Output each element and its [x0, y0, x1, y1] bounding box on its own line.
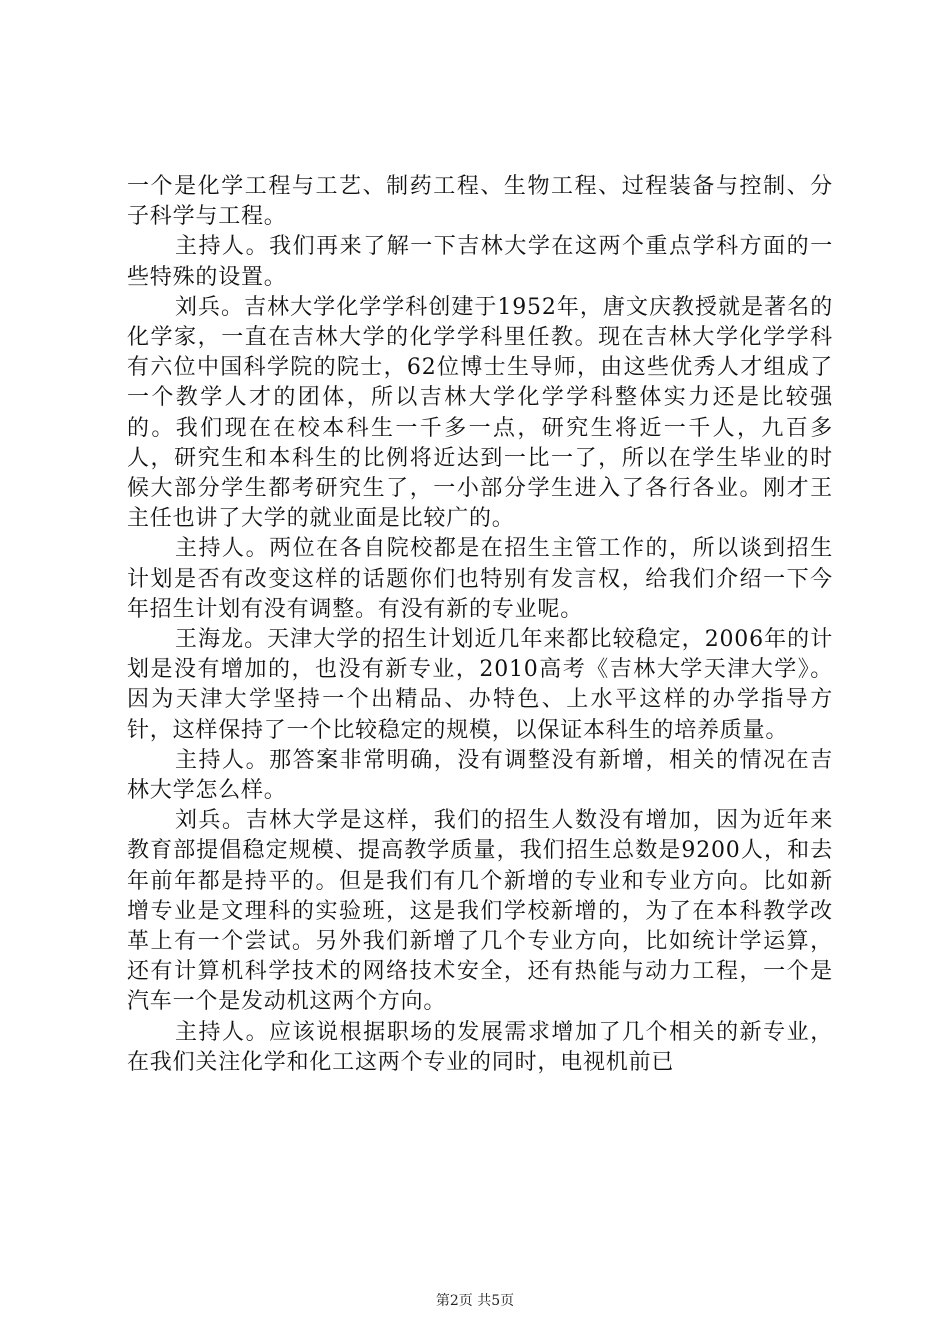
paragraph: 王海龙。天津大学的招生计划近几年来都比较稳定，2006年的计划是没有增加的，也没有新专业，2010高考《吉林大学天津大学》。因为天津大学坚持一个出精品、办特色、上水平这样的办学指导方针，这样保持了一个比较稳定的规模，以保证本科生的培养质量。 [127, 627, 833, 743]
document-body [127, 172, 833, 1078]
page-number-footer: 第2页 共5页 [435, 1293, 515, 1309]
paragraph: 主持人。那答案非常明确，没有调整没有新增，相关的情况在吉林大学怎么样。 [127, 747, 833, 804]
paragraph: 刘兵。吉林大学是这样，我们的招生人数没有增加，因为近年来教育部提倡稳定规模、提高教学质量，我们招生总数是9200人，和去年前年都是持平的。但是我们有几个新增的专业和专业方向。比如新增专业是文理科的实验班，这是我们学校新增的，为了在本科教学改革上有一个尝试。另外我们新增了几个专业方向，比如统计学运算，还有计算机科学技术的网络技术安全，还有热能与动力工程，一个是汽车一个是发动机这两个方向。 [127, 808, 833, 1015]
paragraph: 主持人。两位在各自院校都是在招生主管工作的，所以谈到招生计划是否有改变这样的话题你们也特别有发言权，给我们介绍一下今年招生计划有没有调整。有没有新的专业呢。 [127, 536, 833, 622]
paragraph: 一个是化学工程与工艺、制药工程、生物工程、过程装备与控制、分子科学与工程。 [127, 174, 833, 230]
paragraph: 刘兵。吉林大学化学学科创建于1952年，唐文庆教授就是著名的化学家，一直在吉林大学的化学学科里任教。现在吉林大学化学学科有六位中国科学院的院士，62位博士生导师，由这些优秀人才组成了一个教学人才的团体，所以吉林大学化学学科整体实力还是比较强的。我们现在在校本科生一千多一点，研究生将近一千人，九百多人，研究生和本科生的比例将近达到一比一了，所以在学生毕业的时候大部分学生都考研究生了，一小部分学生进入了各行各业。刚才王主任也讲了大学的就业面是比较广的。 [127, 294, 833, 532]
paragraph: 主持人。我们再来了解一下吉林大学在这两个重点学科方面的一些特殊的设置。 [127, 234, 833, 290]
paragraph: 主持人。应该说根据职场的发展需求增加了几个相关的新专业，在我们关注化学和化工这两个专业的同时，电视机前已 [127, 1019, 833, 1075]
